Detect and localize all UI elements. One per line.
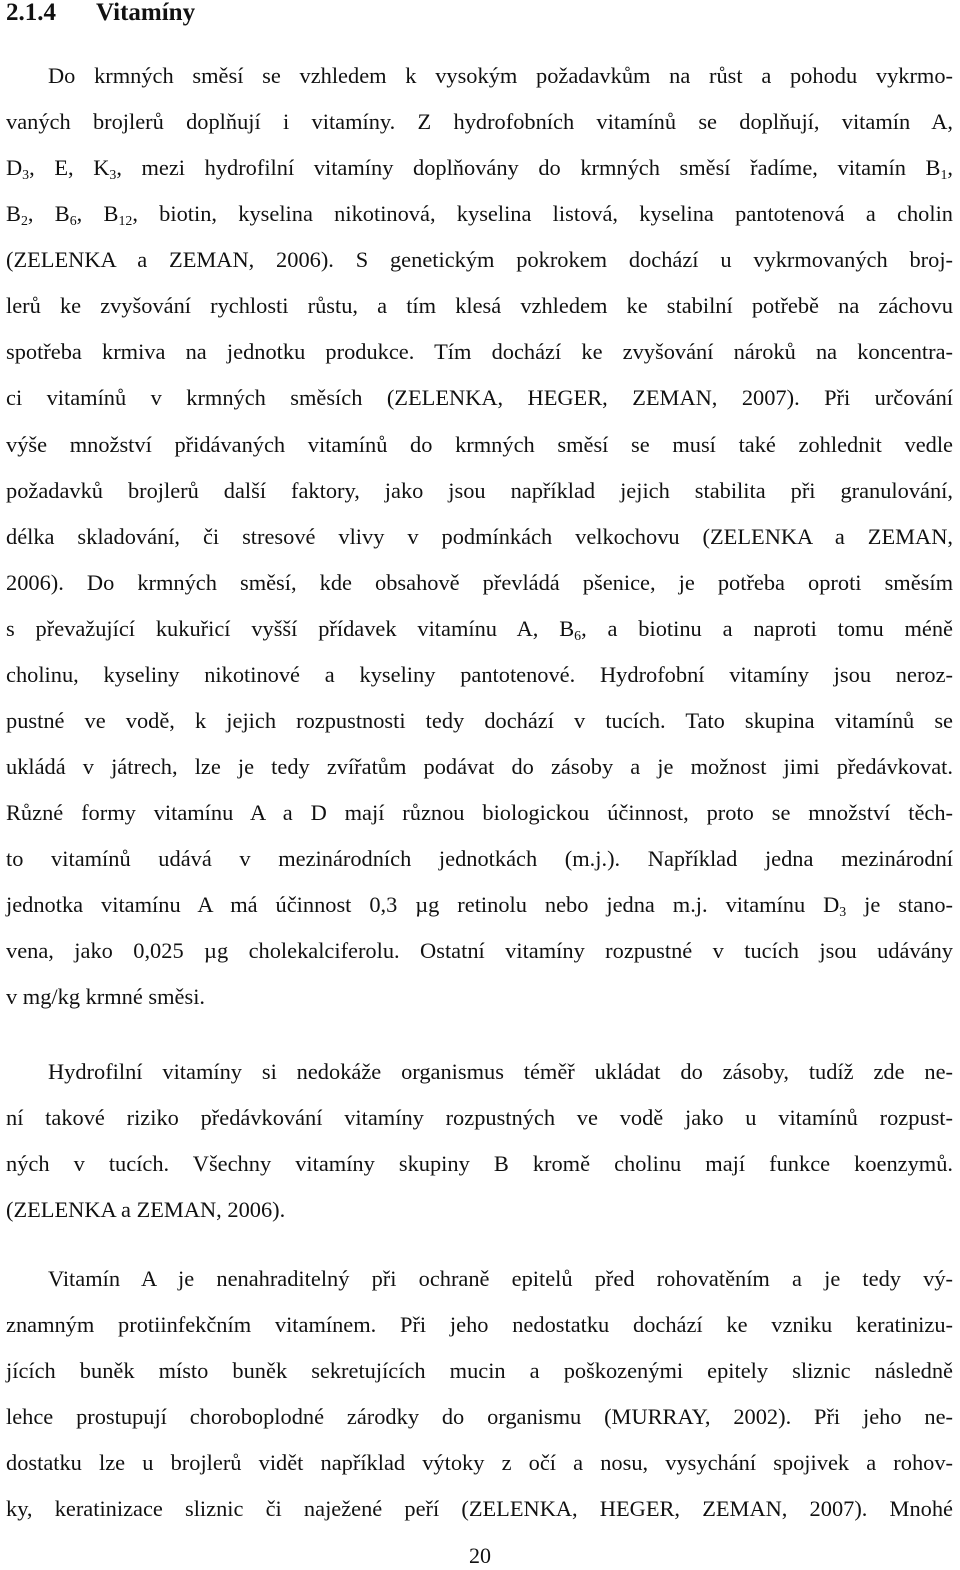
text-line: (ZELENKA a ZEMAN, 2006). S genetickým pokrokem dochází u vykrmovaných broj- [6,247,953,272]
text-line: pustné ve vodě, k jejich rozpustnosti tedy dochází v tucích. Tato skupina vitamínů se [6,708,953,733]
text-line: Do krmných směsí se vzhledem k vysokým požadavkům na růst a pohodu vykrmo- [48,63,953,88]
text-line: jících buněk místo buněk sekretujících mucin a poškozenými epitely sliznic následně [6,1358,953,1383]
page-number: 20 [469,1543,491,1568]
text-line: (ZELENKA a ZEMAN, 2006). [6,1197,286,1222]
text-line: ní takové riziko předávkování vitamíny rozpustných ve vodě jako u vitamínů rozpust- [6,1105,953,1130]
text-line: spotřeba krmiva na jednotku produkce. Tím dochází ke zvyšování nároků na koncentra- [6,339,953,364]
text-line: ných v tucích. Všechny vitamíny skupiny B kromě cholinu mají funkce koenzymů. [6,1151,953,1176]
text-line: cholinu, kyseliny nikotinové a kyseliny pantotenové. Hydrofobní vitamíny jsou neroz- [6,662,953,687]
text-line: ky, keratinizace sliznic či naježené peří (ZELENKA, HEGER, ZEMAN, 2007). Mnohé [6,1496,953,1521]
text-line: Hydrofilní vitamíny si nedokáže organismus téměř ukládat do zásoby, tudíž zde ne- [48,1059,953,1084]
text-line: vaných brojlerů doplňují i vitamíny. Z hydrofobních vitamínů se doplňují, vitamín A, [6,109,953,134]
section-heading [6,0,195,30]
text-line: s převažující kukuřicí vyšší přídavek vitamínu A, $B_6$, a biotinu a naproti tomu méně [6,616,953,645]
section-number: 2.1.4 [6,0,56,26]
text-line: ci vitamínů v krmných směsích (ZELENKA, HEGER, ZEMAN, 2007). Při určování [6,385,953,410]
text-line: výše množství přidávaných vitamínů do krmných směsí se musí také zohlednit vedle [6,432,953,457]
text-line: Vitamín A je nenahraditelný při ochraně epitelů před rohovatěním a je tedy vý- [48,1266,953,1291]
text-line: lerů ke zvyšování rychlosti růstu, a tím klesá vzhledem ke stabilní potřebě na záchovu [6,293,953,318]
text-line: délka skladování, či stresové vlivy v podmínkách velkochovu (ZELENKA a ZEMAN, [6,524,953,549]
text-line: Různé formy vitamínu A a D mají různou biologickou účinnost, proto se množství těch- [6,800,953,825]
section-title: Vitamíny [96,0,196,26]
text-line: lehce prostupují choroboplodné zárodky do organismu (MURRAY, 2002). Při jeho ne- [6,1404,953,1429]
text-line: $B_2$, $B_6$, $B_{12}$, biotin, kyselina nikotinová, kyselina listová, kyselina pantotenová a cholin [6,201,953,230]
text-line: požadavků brojlerů další faktory, jako jsou například jejich stabilita při granulování, [6,478,953,503]
text-line: dostatku lze u brojlerů vidět například výtoky z očí a nosu, vysychání spojivek a rohov- [6,1450,953,1475]
text-line: to vitamínů udává v mezinárodních jednotkách (m.j.). Například jedna mezinárodní [6,846,953,871]
text-line: 2006). Do krmných směsí, kde obsahově převládá pšenice, je potřeba oproti směsím [6,570,953,595]
text-line: jednotka vitamínu A má účinnost 0,3 µg retinolu nebo jedna m.j. vitamínu $D_3$ je stano- [6,892,953,921]
text-line: znamným protiinfekčním vitamínem. Při jeho nedostatku dochází ke vzniku keratinizu- [6,1312,953,1337]
text-line: $D_3$, E, $K_3$, mezi hydrofilní vitamíny doplňovány do krmných směsí řadíme, vitamín $B_1$, [6,155,953,184]
text-line: ukládá v játrech, lze je tedy zvířatům podávat do zásoby a je možnost jimi předávkovat. [6,754,953,779]
text-line: vena, jako 0,025 µg cholekalciferolu. Ostatní vitamíny rozpustné v tucích jsou udávány [6,938,953,963]
text-line: v mg/kg krmné směsi. [6,984,206,1009]
